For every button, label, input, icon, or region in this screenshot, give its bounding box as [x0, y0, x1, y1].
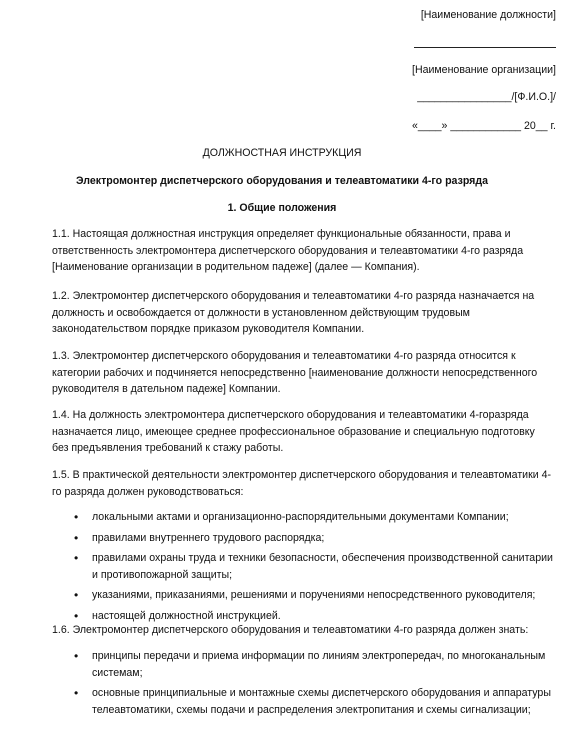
list-1-5: [74, 509, 554, 624]
list-item: • локальными актами и организационно-распорядительными документами Компании;: [74, 509, 554, 526]
paragraph-1-3: 1.3. Электромонтер диспетчерского оборудования и телеавтоматики 4-го разряда относится к категории рабочих и подчиняется непосредственно [наименование должности непосредственного руководителя в дательном падеже] Компании.: [52, 350, 538, 395]
paragraph-1-1: 1.1. Настоящая должностная инструкция определяет функциональные обязанности, права и ответственность электромонтера диспетчерского оборудования и телеавтоматики 4-го разряда [Наименование организации в родительном падеже] (далее — Компания).: [52, 228, 524, 273]
list-item: • правилами охраны труда и техники безопасности, обеспечения производственной санитарии и противопожарной защиты;: [74, 550, 554, 583]
paragraph-1-4: 1.4. На должность электромонтера диспетчерского оборудования и телеавтоматики 4-горазряда назначается лицо, имеющее среднее профессиональное образование и специальную подготовку без предъявления требований к стажу работы.: [52, 409, 535, 454]
list-1-6: [74, 648, 554, 718]
list-item: • основные принципиальные и монтажные схемы диспетчерского оборудования и аппаратуры телеавтоматики, схемы подачи и распределения электропитания и схемы сигнализации;: [74, 685, 554, 718]
section-title: 1. Общие положения: [227, 202, 337, 214]
signature-line: [414, 47, 556, 48]
document-subtitle: Электромонтер диспетчерского оборудования и телеавтоматики 4-го разряда: [76, 175, 488, 187]
paragraph-1-6: 1.6. Электромонтер диспетчерского оборудования и телеавтоматики 4-го разряда должен знать:: [52, 624, 529, 636]
list-item: • правилами внутреннего трудового распорядка;: [74, 530, 554, 547]
list-item: • принципы передачи и приема информации по линиям электропередач, по многоканальным системам;: [74, 648, 554, 681]
date-line: «____» ____________ 20__ г.: [412, 120, 556, 132]
list-item: • указаниями, приказаниями, решениями и поручениями непосредственного руководителя;: [74, 587, 554, 604]
list-item: • настоящей должностной инструкцией.: [74, 608, 554, 625]
organization-placeholder: [Наименование организации]: [412, 64, 556, 76]
document-title: ДОЛЖНОСТНАЯ ИНСТРУКЦИЯ: [202, 147, 362, 159]
paragraph-1-2: 1.2. Электромонтер диспетчерского оборудования и телеавтоматики 4-го разряда назначается на должность и освобождается от должности в установленном действующим трудовым законодательством порядке приказом руководителя Компании.: [52, 290, 535, 335]
paragraph-1-5: 1.5. В практической деятельности электромонтер диспетчерского оборудования и телеавтоматики 4-го разряда должен руководствоваться:: [52, 469, 552, 498]
fio-line: ________________/[Ф.И.О.]/: [417, 91, 556, 103]
position-placeholder: [Наименование должности]: [420, 9, 556, 21]
